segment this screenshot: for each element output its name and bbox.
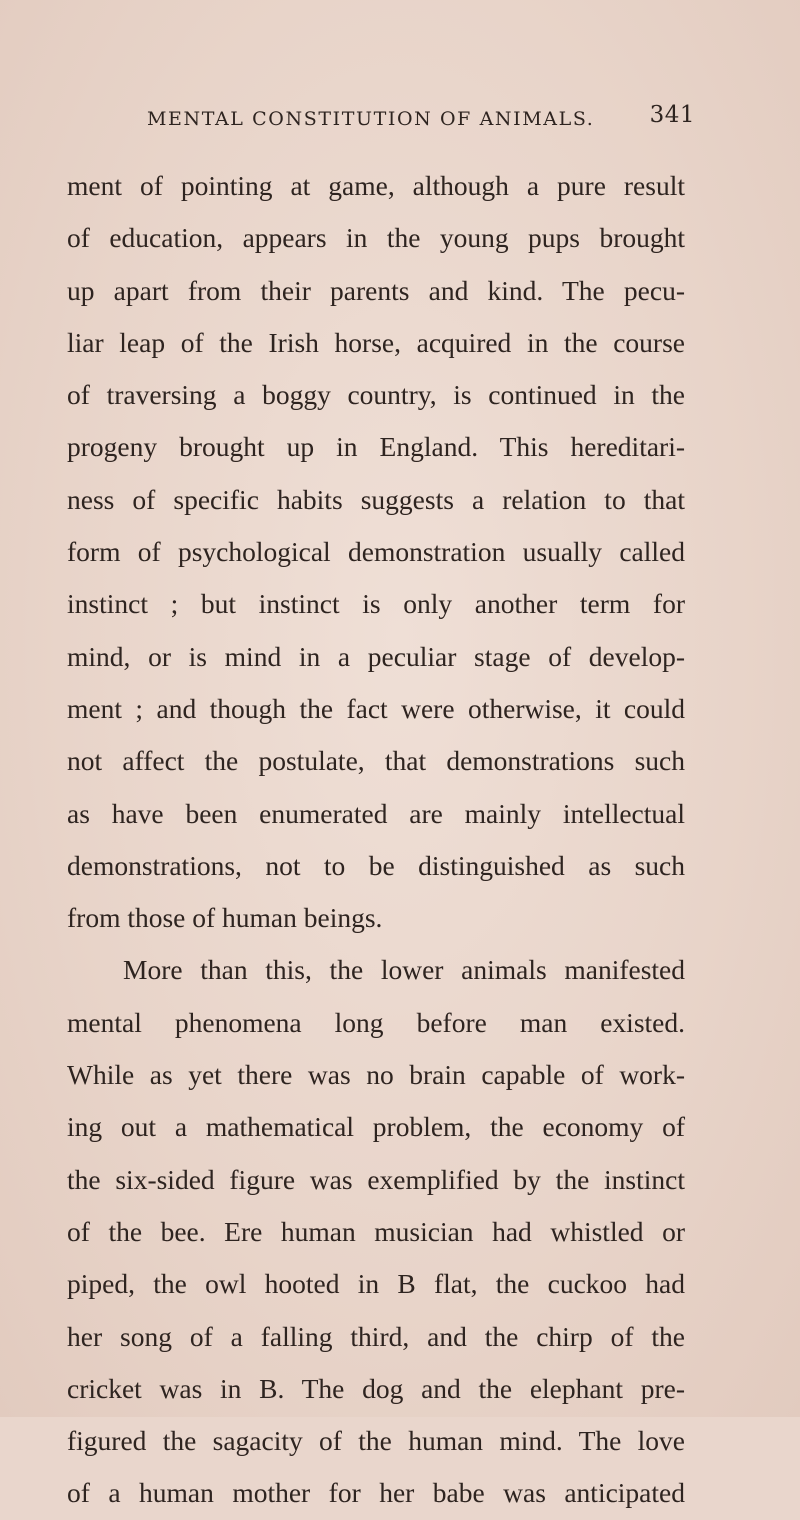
text-line: as have been enumerated are mainly intellectual bbox=[67, 797, 685, 829]
running-head bbox=[147, 102, 695, 142]
text-line: mental phenomena long before man existed. bbox=[67, 1006, 685, 1038]
text-line: liar leap of the Irish horse, acquired in the course bbox=[67, 326, 685, 358]
text-line: form of psychological demonstration usually called bbox=[67, 536, 685, 568]
text-line: cricket was in B. The dog and the elephant pre- bbox=[67, 1372, 685, 1404]
running-title: MENTAL CONSTITUTION OF ANIMALS. bbox=[147, 108, 595, 130]
page-number: 341 bbox=[649, 102, 695, 128]
paragraph-end-line: from those of human beings. bbox=[67, 902, 383, 934]
text-line: the six-sided figure was exemplified by the instinct bbox=[67, 1163, 685, 1195]
text-line: of a human mother for her babe was anticipated bbox=[67, 1477, 685, 1509]
text-line: ment of pointing at game, although a pure result bbox=[67, 170, 685, 201]
text-line: ness of specific habits suggests a relation to that bbox=[67, 483, 685, 515]
text-line: her song of a falling third, and the chirp of the bbox=[67, 1320, 685, 1352]
text-line: figured the sagacity of the human mind. The love bbox=[67, 1425, 685, 1457]
body-text bbox=[67, 160, 685, 1520]
text-line: progeny brought up in England. This hereditari- bbox=[67, 431, 685, 463]
text-line: of the bee. Ere human musician had whistled or bbox=[67, 1215, 685, 1247]
text-line: ment ; and though the fact were otherwise, it could bbox=[67, 692, 685, 724]
text-line: While as yet there was no brain capable of work- bbox=[67, 1059, 685, 1091]
paragraph-start-line: More than this, the lower animals manifested bbox=[123, 954, 685, 986]
text-line: instinct ; but instinct is only another term for bbox=[67, 588, 685, 620]
text-line: up apart from their parents and kind. The pecu- bbox=[67, 274, 685, 306]
text-line: of education, appears in the young pups brought bbox=[67, 222, 685, 254]
text-line: piped, the owl hooted in B flat, the cuckoo had bbox=[67, 1268, 685, 1300]
text-line: not affect the postulate, that demonstrations such bbox=[67, 745, 685, 777]
text-line: demonstrations, not to be distinguished as such bbox=[67, 849, 685, 881]
text-line: ing out a mathematical problem, the economy of bbox=[67, 1111, 685, 1143]
text-line: mind, or is mind in a peculiar stage of develop- bbox=[67, 640, 685, 672]
text-line: of traversing a boggy country, is continued in the bbox=[67, 379, 685, 411]
